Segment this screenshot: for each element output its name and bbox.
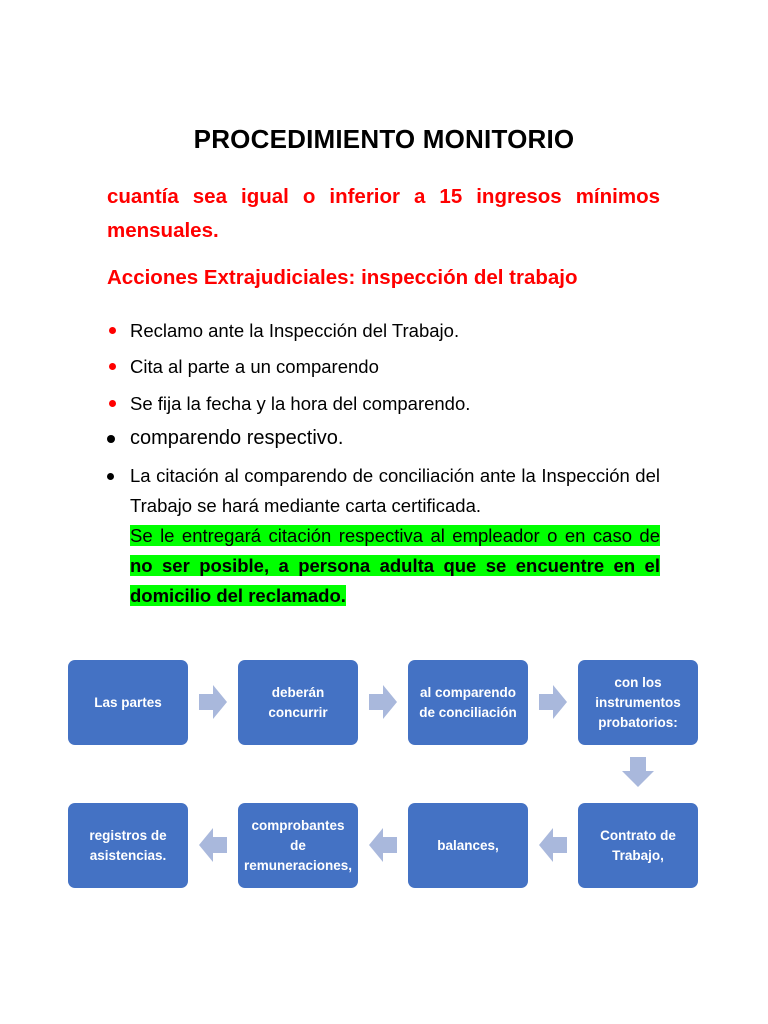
flow-box-deberan-concurrir: deberán concurrir xyxy=(238,660,358,745)
bullet-text: Se fija la fecha y la hora del comparendo. xyxy=(130,393,471,414)
flow-box-comprobantes: comprobantes de remuneraciones, xyxy=(238,803,358,888)
bullet-item xyxy=(107,461,660,611)
red-bullet-icon xyxy=(109,363,116,370)
arrow-left-icon xyxy=(199,828,227,862)
bullet-item xyxy=(107,354,660,391)
arrow-left-icon xyxy=(369,828,397,862)
bullet-item xyxy=(107,425,660,461)
bullet-item xyxy=(107,391,660,425)
bullet-text: comparendo respectivo. xyxy=(130,427,344,449)
arrow-right-icon xyxy=(539,685,567,719)
flow-box-balances: balances, xyxy=(408,803,528,888)
arrow-down-icon xyxy=(622,757,654,787)
highlighted-text xyxy=(130,521,660,611)
bullet-list xyxy=(107,318,660,611)
section-heading: Acciones Extrajudiciales: inspección del trabajo xyxy=(107,266,578,289)
intro-text: cuantía sea igual o inferior a 15 ingresos mínimos mensuales. xyxy=(107,185,660,242)
bullet-text: Reclamo ante la Inspección del Trabajo. xyxy=(130,320,460,341)
bullet-item xyxy=(107,318,660,354)
flow-box-comparendo: al comparendo de conciliación xyxy=(408,660,528,745)
highlight-bold: no ser posible, a persona adulta que se encuentre en el domicilio del reclamado. xyxy=(130,555,660,606)
flow-box-registros: registros de asistencias. xyxy=(68,803,188,888)
arrow-left-icon xyxy=(539,828,567,862)
bullet-text: La citación al comparendo de conciliación ante la Inspección del Trabajo se hará mediante carta certificada. xyxy=(130,465,660,516)
bullet-text: Cita al parte a un comparendo xyxy=(130,356,379,377)
flow-box-contrato: Contrato de Trabajo, xyxy=(578,803,698,888)
red-bullet-icon xyxy=(109,400,116,407)
page-title: PROCEDIMIENTO MONITORIO xyxy=(193,124,575,154)
flow-box-instrumentos: con los instrumentos probatorios: xyxy=(578,660,698,745)
highlight-regular: Se le entregará citación respectiva al empleador o en caso de xyxy=(130,525,660,546)
arrow-right-icon xyxy=(369,685,397,719)
flow-box-las-partes: Las partes xyxy=(68,660,188,745)
bullet-icon xyxy=(107,473,114,480)
bullet-icon xyxy=(107,435,115,443)
arrow-right-icon xyxy=(199,685,227,719)
red-bullet-icon xyxy=(109,327,116,334)
